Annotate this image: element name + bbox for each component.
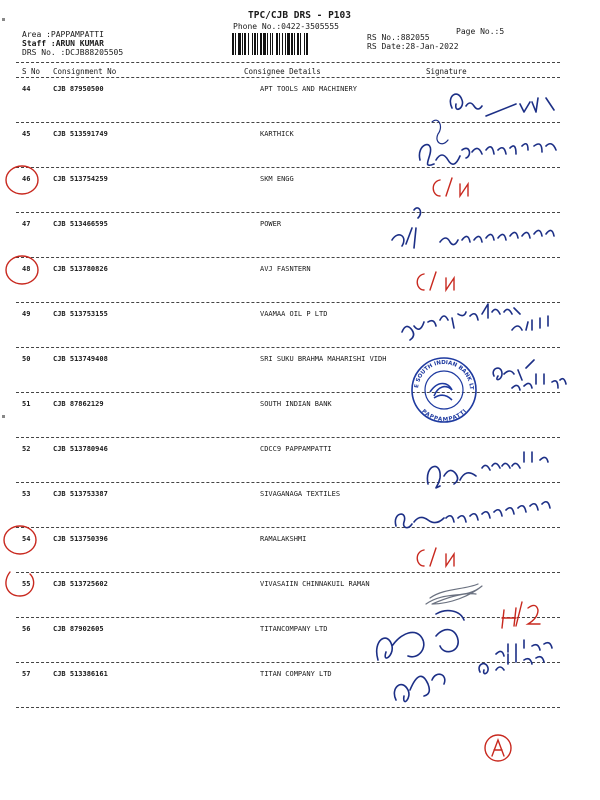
row-separator [16, 122, 560, 123]
row-separator [16, 302, 560, 303]
sheet-title: TPC/CJB DRS - P103 [248, 10, 351, 21]
col-consignee: Consignee Details [244, 67, 321, 76]
row-consignment-no: CJB 513591749 [53, 130, 108, 138]
col-consignment: Consignment No [53, 67, 117, 76]
table-row [0, 535, 600, 545]
row-sno: 47 [22, 220, 31, 228]
staff-label: Staff :ARUN KUMAR [22, 39, 104, 48]
row-sno: 46 [22, 175, 31, 183]
row-sno: 53 [22, 490, 31, 498]
row-separator [16, 617, 560, 618]
table-row [0, 265, 600, 275]
barcode [232, 33, 362, 55]
stamp-top-text: THE SOUTH INDIAN BANK LTD. [414, 359, 475, 392]
row-consignee: APT TOOLS AND MACHINERY [260, 85, 357, 93]
row-separator [16, 347, 560, 348]
row-sno: 52 [22, 445, 31, 453]
row-consignment-no: CJB 513466595 [53, 220, 108, 228]
row-separator [16, 527, 560, 528]
row-sno: 57 [22, 670, 31, 678]
table-row [0, 445, 600, 455]
stamp-bottom-text: PAPPAMPATTI [420, 408, 468, 424]
row-separator [16, 212, 560, 213]
row-sno: 55 [22, 580, 31, 588]
row-consignment-no: CJB 513725602 [53, 580, 108, 588]
row-consignment-no: CJB 87902605 [53, 625, 104, 633]
row-separator [16, 662, 560, 663]
row-consignment-no: CJB 513749408 [53, 355, 108, 363]
barcode-bar [308, 33, 309, 55]
signature-row-45 [419, 144, 556, 166]
footer-a-mark [492, 740, 504, 756]
row-consignee: AVJ FASNTERN [260, 265, 311, 273]
row-consignee: SKM ENGG [260, 175, 294, 183]
col-signature: Signature [426, 67, 467, 76]
row-separator [16, 707, 560, 708]
rs-number: RS No.:882055 [367, 33, 430, 42]
row-consignee: VIVASAIIN CHINNAKUIL RAMAN [260, 580, 370, 588]
row-consignee: TITAN COMPANY LTD [260, 670, 332, 678]
row-separator [16, 257, 560, 258]
header-rule [16, 62, 560, 63]
footer-circle-mark [485, 735, 511, 761]
svg-text:PAPPAMPATTI [420, 409, 468, 424]
rs-date: RS Date:28-Jan-2022 [367, 42, 459, 51]
header-rule [16, 77, 560, 78]
scan-mark [2, 415, 5, 418]
drs-number: DRS No. :DCJB88205505 [22, 48, 124, 57]
row-separator [16, 167, 560, 168]
row-consignment-no: CJB 513780946 [53, 445, 108, 453]
row-consignment-no: CJB 513780826 [53, 265, 108, 273]
signature-row-53 [395, 502, 550, 528]
col-sno: S No [22, 67, 41, 76]
row-sno: 50 [22, 355, 31, 363]
row-consignment-no: CJB 513753387 [53, 490, 108, 498]
row-sno: 48 [22, 265, 31, 273]
bank-stamp [412, 358, 476, 423]
table-row [0, 580, 600, 590]
table-row [0, 400, 600, 410]
row-consignment-no: CJB 87862129 [53, 400, 104, 408]
area-label: Area :PAPPAMPATTI [22, 30, 104, 39]
row-sno: 54 [22, 535, 31, 543]
page-number: Page No.:5 [456, 27, 505, 36]
table-row [0, 625, 600, 635]
table-row [0, 490, 600, 500]
row-consignment-no: CJB 513754259 [53, 175, 108, 183]
signature-row-44 [450, 94, 554, 116]
table-row [0, 175, 600, 185]
table-row [0, 310, 600, 320]
row-consignee: SRI SUKU BRAHMA MAHARISHI VIDH [260, 355, 387, 363]
table-row [0, 220, 600, 230]
row-sno: 44 [22, 85, 31, 93]
table-row [0, 85, 600, 95]
row-separator [16, 572, 560, 573]
row-consignee: POWER [260, 220, 282, 228]
row-separator [16, 482, 560, 483]
row-consignee: SIVAGANAGA TEXTILES [260, 490, 341, 498]
row-consignee: RAMALAKSHMI [260, 535, 307, 543]
row-sno: 45 [22, 130, 31, 138]
row-consignee: CDCC9 PAPPAMPATTI [260, 445, 332, 453]
row-consignment-no: CJB 87950500 [53, 85, 104, 93]
row-separator [16, 437, 560, 438]
table-row [0, 355, 600, 365]
row-sno: 49 [22, 310, 31, 318]
scan-mark [2, 18, 5, 21]
row-separator [16, 392, 560, 393]
phone-number: Phone No.:0422-3505555 [233, 22, 339, 31]
row-sno: 56 [22, 625, 31, 633]
row-consignment-no: CJB 513753155 [53, 310, 108, 318]
row-consignee: SOUTH INDIAN BANK [260, 400, 332, 408]
row-consignment-no: CJB 513386161 [53, 670, 108, 678]
row-sno: 51 [22, 400, 31, 408]
cn-mark-row-54 [417, 548, 454, 566]
signature-row-56 [377, 611, 464, 660]
table-row [0, 130, 600, 140]
row-consignment-no: CJB 513750396 [53, 535, 108, 543]
table-row [0, 670, 600, 680]
row-consignee: KARTHICK [260, 130, 294, 138]
row-consignee: TITANCOMPANY LTD [260, 625, 328, 633]
row-consignee: VAAMAA OIL P LTD [260, 310, 328, 318]
